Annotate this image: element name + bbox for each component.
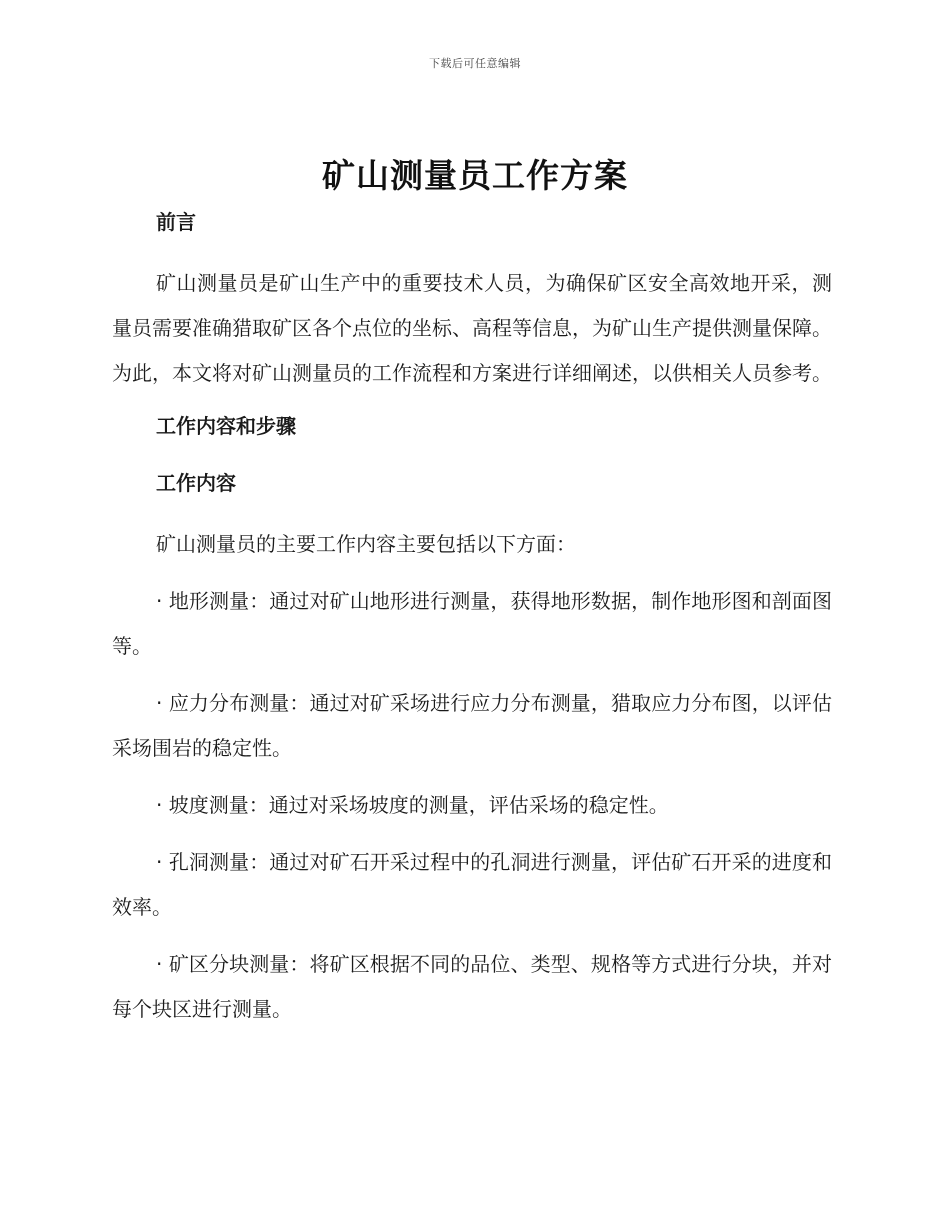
content-intro-paragraph: 矿山测量员的主要工作内容主要包括以下方面： bbox=[156, 532, 576, 556]
content-steps-heading: 工作内容和步骤 bbox=[156, 414, 296, 438]
document-body bbox=[112, 204, 832, 1044]
preface-heading: 前言 bbox=[156, 210, 196, 234]
document-title: 矿山测量员工作方案 bbox=[322, 156, 628, 195]
list-item-stress: · 应力分布测量：通过对矿采场进行应力分布测量，猎取应力分布图，以评估采场围岩的稳定性。 bbox=[112, 691, 832, 760]
list-item-block: · 矿区分块测量：将矿区根据不同的品位、类型、规格等方式进行分块，并对每个块区进行测量。 bbox=[112, 952, 832, 1021]
header-note: 下载后可任意编辑 bbox=[429, 57, 521, 70]
preface-paragraph: 矿山测量员是矿山生产中的重要技术人员，为确保矿区安全高效地开采，测量员需要准确猎取矿区各个点位的坐标、高程等信息，为矿山生产提供测量保障。为此，本文将对矿山测量员的工作流程和方案进行详细阐述，以供相关人员参考。 bbox=[112, 271, 832, 385]
list-item-terrain: · 地形测量：通过对矿山地形进行测量，获得地形数据，制作地形图和剖面图等。 bbox=[112, 589, 832, 658]
content-heading: 工作内容 bbox=[156, 471, 236, 495]
list-item-cavity: · 孔洞测量：通过对矿石开采过程中的孔洞进行测量，评估矿石开采的进度和效率。 bbox=[112, 850, 832, 919]
list-item-slope: · 坡度测量：通过对采场坡度的测量，评估采场的稳定性。 bbox=[156, 793, 669, 817]
